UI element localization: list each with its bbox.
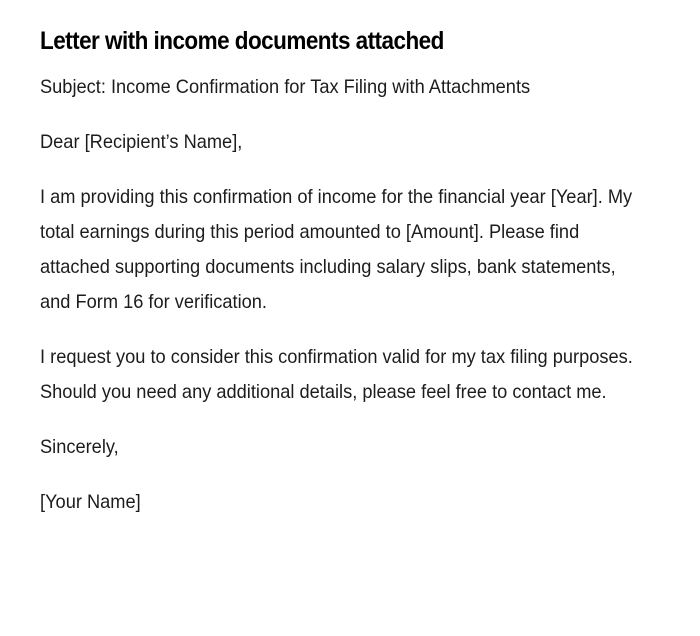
signature: [Your Name] [40, 491, 141, 513]
body-paragraph-request: I request you to consider this confirmation valid for my tax filing purposes. Should you need any additional details, please feel free to contact me. [40, 346, 633, 403]
body-paragraph-income: I am providing this confirmation of income for the financial year [Year]. My total earnings during this period amounted to [Amount]. Please find attached supporting documents including salary slips, bank statements, and Form 16 for verification. [40, 186, 633, 313]
subject-line: Subject: Income Confirmation for Tax Filing with Attachments [40, 76, 531, 98]
salutation: Dear [Recipient’s Name], [40, 131, 243, 153]
page-title: Letter with income documents attached [40, 27, 444, 55]
closing: Sincerely, [40, 436, 119, 458]
